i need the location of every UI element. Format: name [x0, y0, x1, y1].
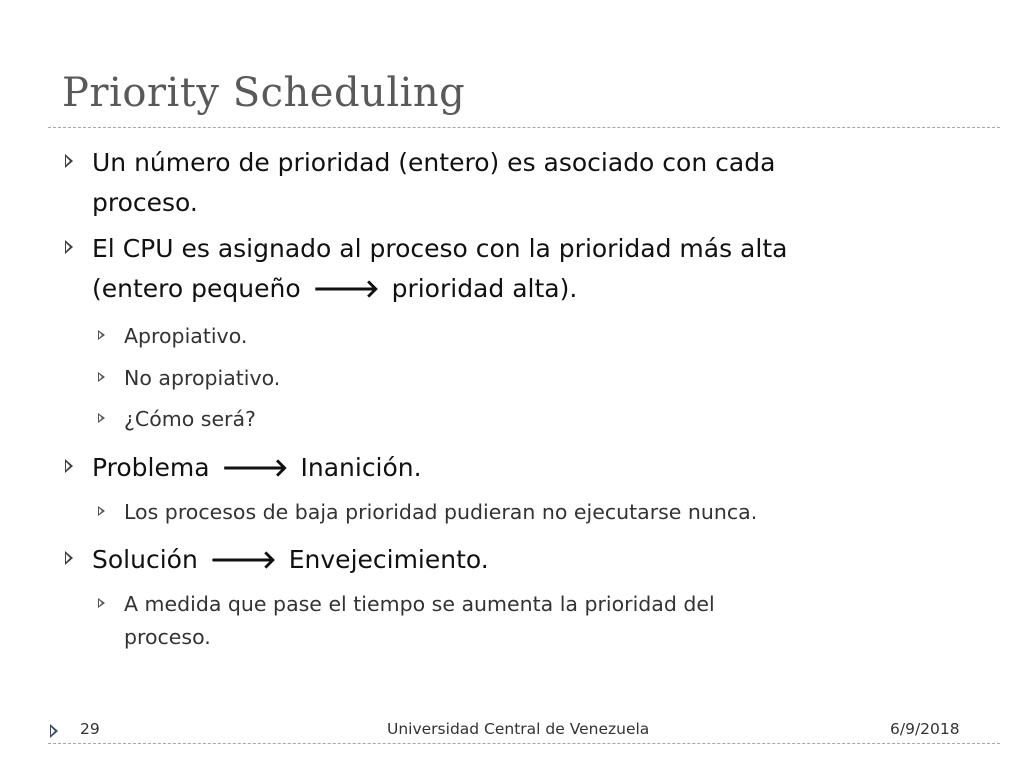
- hollow-triangle-bullet-icon: [98, 413, 105, 423]
- bullet-2-line-2-before: (entero pequeño: [92, 274, 301, 303]
- sub-bullet-a-medida-line-2: proceso.: [124, 625, 211, 649]
- sub-bullet-apropiativo: Apropiativo.: [124, 324, 248, 348]
- bullet-problema-before: Problema: [92, 453, 210, 482]
- hollow-triangle-bullet-icon: [65, 459, 73, 473]
- hollow-triangle-bullet-icon: [98, 372, 105, 382]
- page-number: 29: [80, 720, 100, 738]
- right-arrow-icon: 🡒: [209, 545, 277, 574]
- bullet-problema-after: Inanición.: [300, 453, 422, 482]
- hollow-triangle-bullet-icon: [98, 598, 105, 608]
- hollow-triangle-bullet-icon: [98, 506, 105, 516]
- sub-bullet-a-medida-line-1: A medida que pase el tiempo se aumenta la prioridad del: [124, 592, 715, 616]
- bullet-2-line-2-after: prioridad alta).: [391, 274, 578, 303]
- sub-bullet-no-apropiativo: No apropiativo.: [124, 366, 281, 390]
- bullet-2-line-2: [92, 270, 577, 308]
- hollow-triangle-bullet-icon: [65, 240, 73, 254]
- bullet-solucion: [92, 541, 489, 579]
- sub-bullet-como-sera: ¿Cómo será?: [124, 407, 256, 431]
- bullet-problema: [92, 449, 422, 487]
- hollow-triangle-bullet-icon: [65, 154, 73, 168]
- bullet-1-line-1: Un número de prioridad (entero) es asociado con cada: [92, 148, 776, 177]
- right-arrow-icon: 🡒: [312, 274, 380, 303]
- footer-institution: Universidad Central de Venezuela: [387, 720, 650, 738]
- title-divider: [48, 127, 1000, 128]
- slide-title: Priority Scheduling: [62, 70, 466, 116]
- bullet-2-line-1: El CPU es asignado al proceso con la prioridad más alta: [92, 234, 788, 263]
- hollow-triangle-bullet-icon: [98, 330, 105, 340]
- bullet-solucion-after: Envejecimiento.: [288, 545, 489, 574]
- footer-bullet-icon: [50, 724, 58, 738]
- right-arrow-icon: 🡒: [221, 453, 289, 482]
- bullet-1-line-2: proceso.: [92, 188, 198, 217]
- sub-bullet-procesos-baja: Los procesos de baja prioridad pudieran no ejecutarse nunca.: [124, 500, 758, 524]
- hollow-triangle-bullet-icon: [65, 551, 73, 565]
- bullet-solucion-before: Solución: [92, 545, 198, 574]
- footer-divider: [48, 743, 1000, 744]
- footer-date: 6/9/2018: [890, 720, 960, 738]
